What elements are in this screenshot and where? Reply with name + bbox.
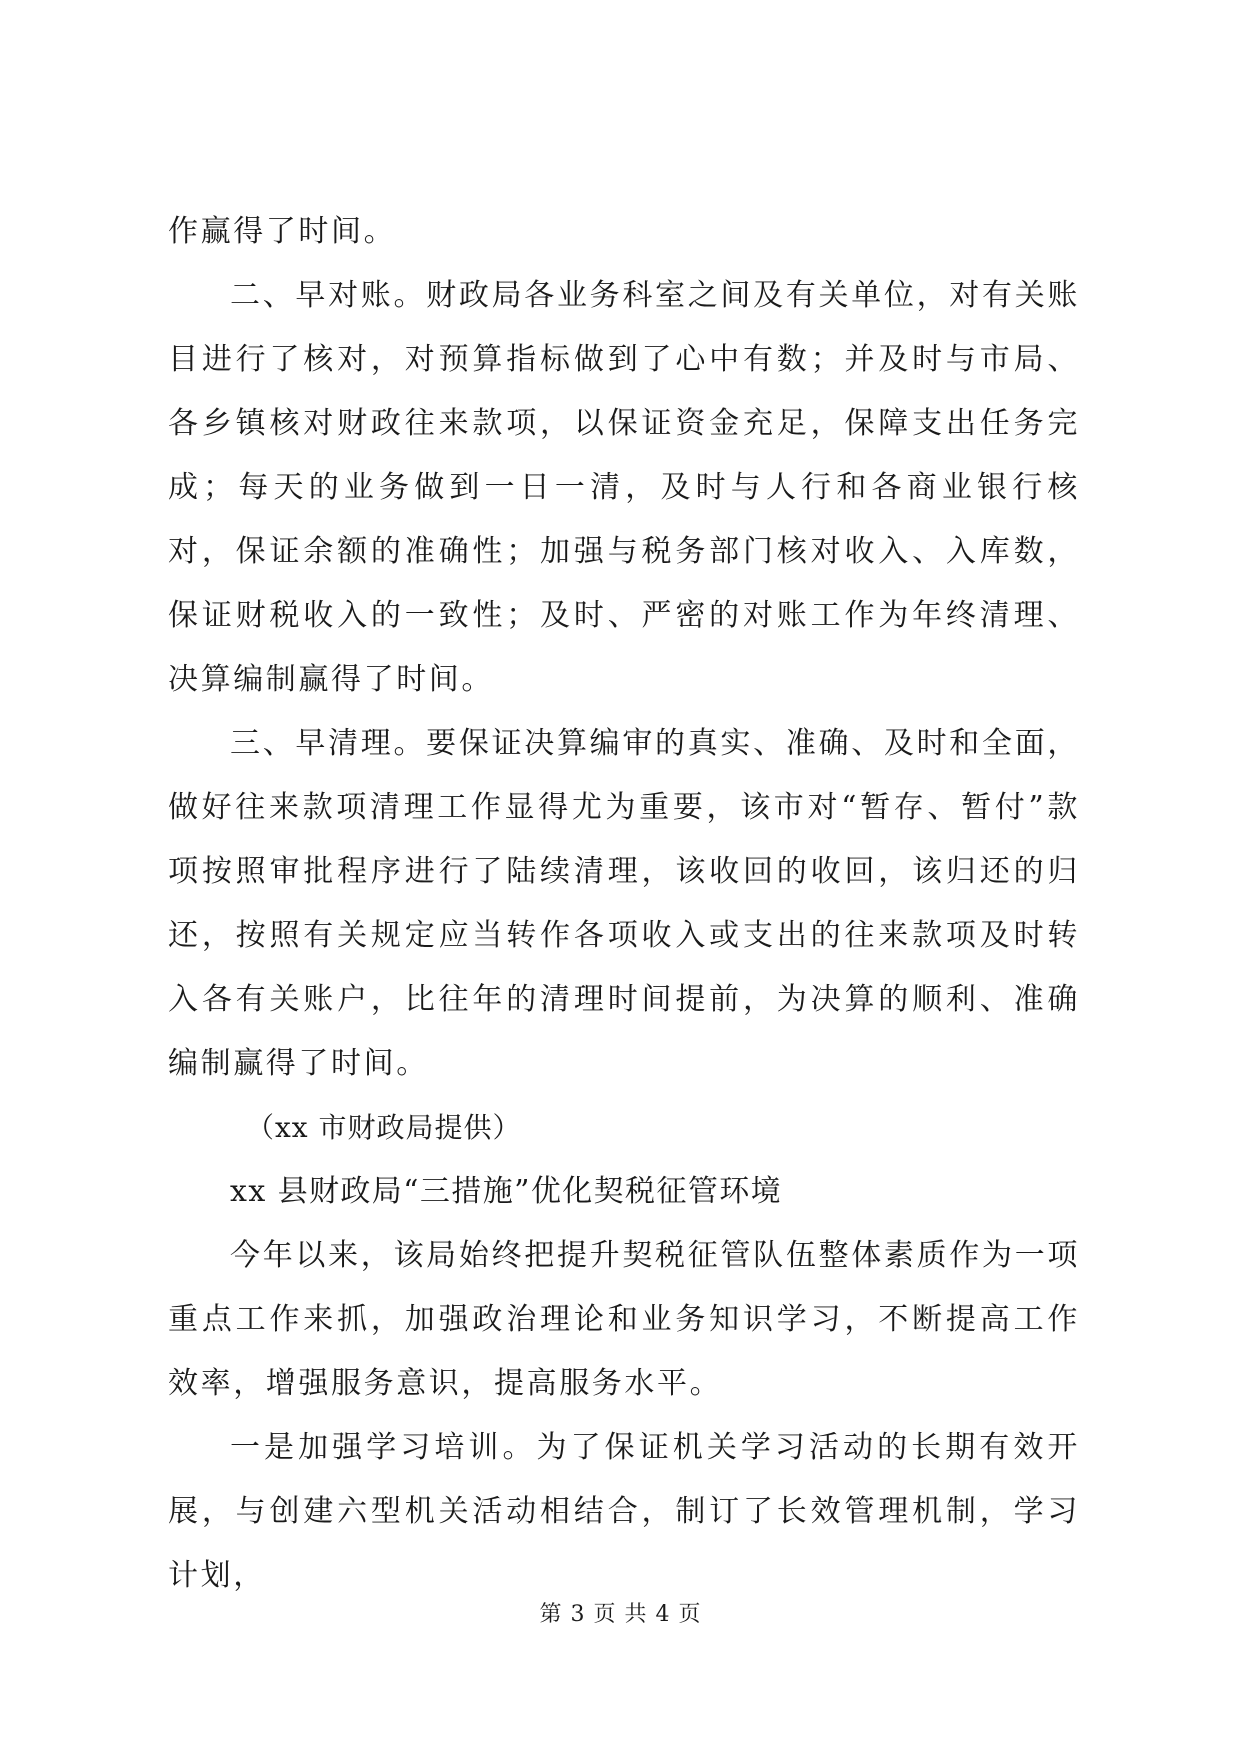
article-subtitle: xx 县财政局“三措施”优化契税征管环境	[230, 1174, 783, 1209]
paragraph-training: 一是加强学习培训。为了保证机关学习活动的长期有效开展，与创建六型机关活动相结合，制订了长效管理机制，学习计划，	[168, 1430, 1080, 1593]
paragraph-clearing: 三、早清理。要保证决算编审的真实、准确、及时和全面，做好往来款项清理工作显得尤为重要，该市对“暂存、暂付”款项按照审批程序进行了陆续清理，该收回的收回，该归还的归还，按照有关规定应当转作各项收入或支出的往来款项及时转入各有关账户，比往年的清理时间提前，为决算的顺利、准确编制赢得了时间。	[168, 726, 1080, 1081]
page-footer: 第 3 页 共 4 页	[539, 1602, 702, 1627]
document-body	[168, 200, 1080, 1608]
paragraph-continuation: 作赢得了时间。	[168, 214, 397, 249]
paragraph-reconciliation: 二、早对账。财政局各业务科室之间及有关单位，对有关账目进行了核对，对预算指标做到了心中有数；并及时与市局、各乡镇核对财政往来款项，以保证资金充足，保障支出任务完成；每天的业务做到一日一清，及时与人行和各商业银行核对，保证余额的准确性；加强与税务部门核对收入、入库数，保证财税收入的一致性；及时、严密的对账工作为年终清理、决算编制赢得了时间。	[168, 278, 1080, 697]
paragraph-intro: 今年以来，该局始终把提升契税征管队伍整体素质作为一项重点工作来抓，加强政治理论和业务知识学习，不断提高工作效率，增强服务意识，提高服务水平。	[168, 1238, 1080, 1401]
source-note: （xx 市财政局提供）	[246, 1111, 522, 1144]
